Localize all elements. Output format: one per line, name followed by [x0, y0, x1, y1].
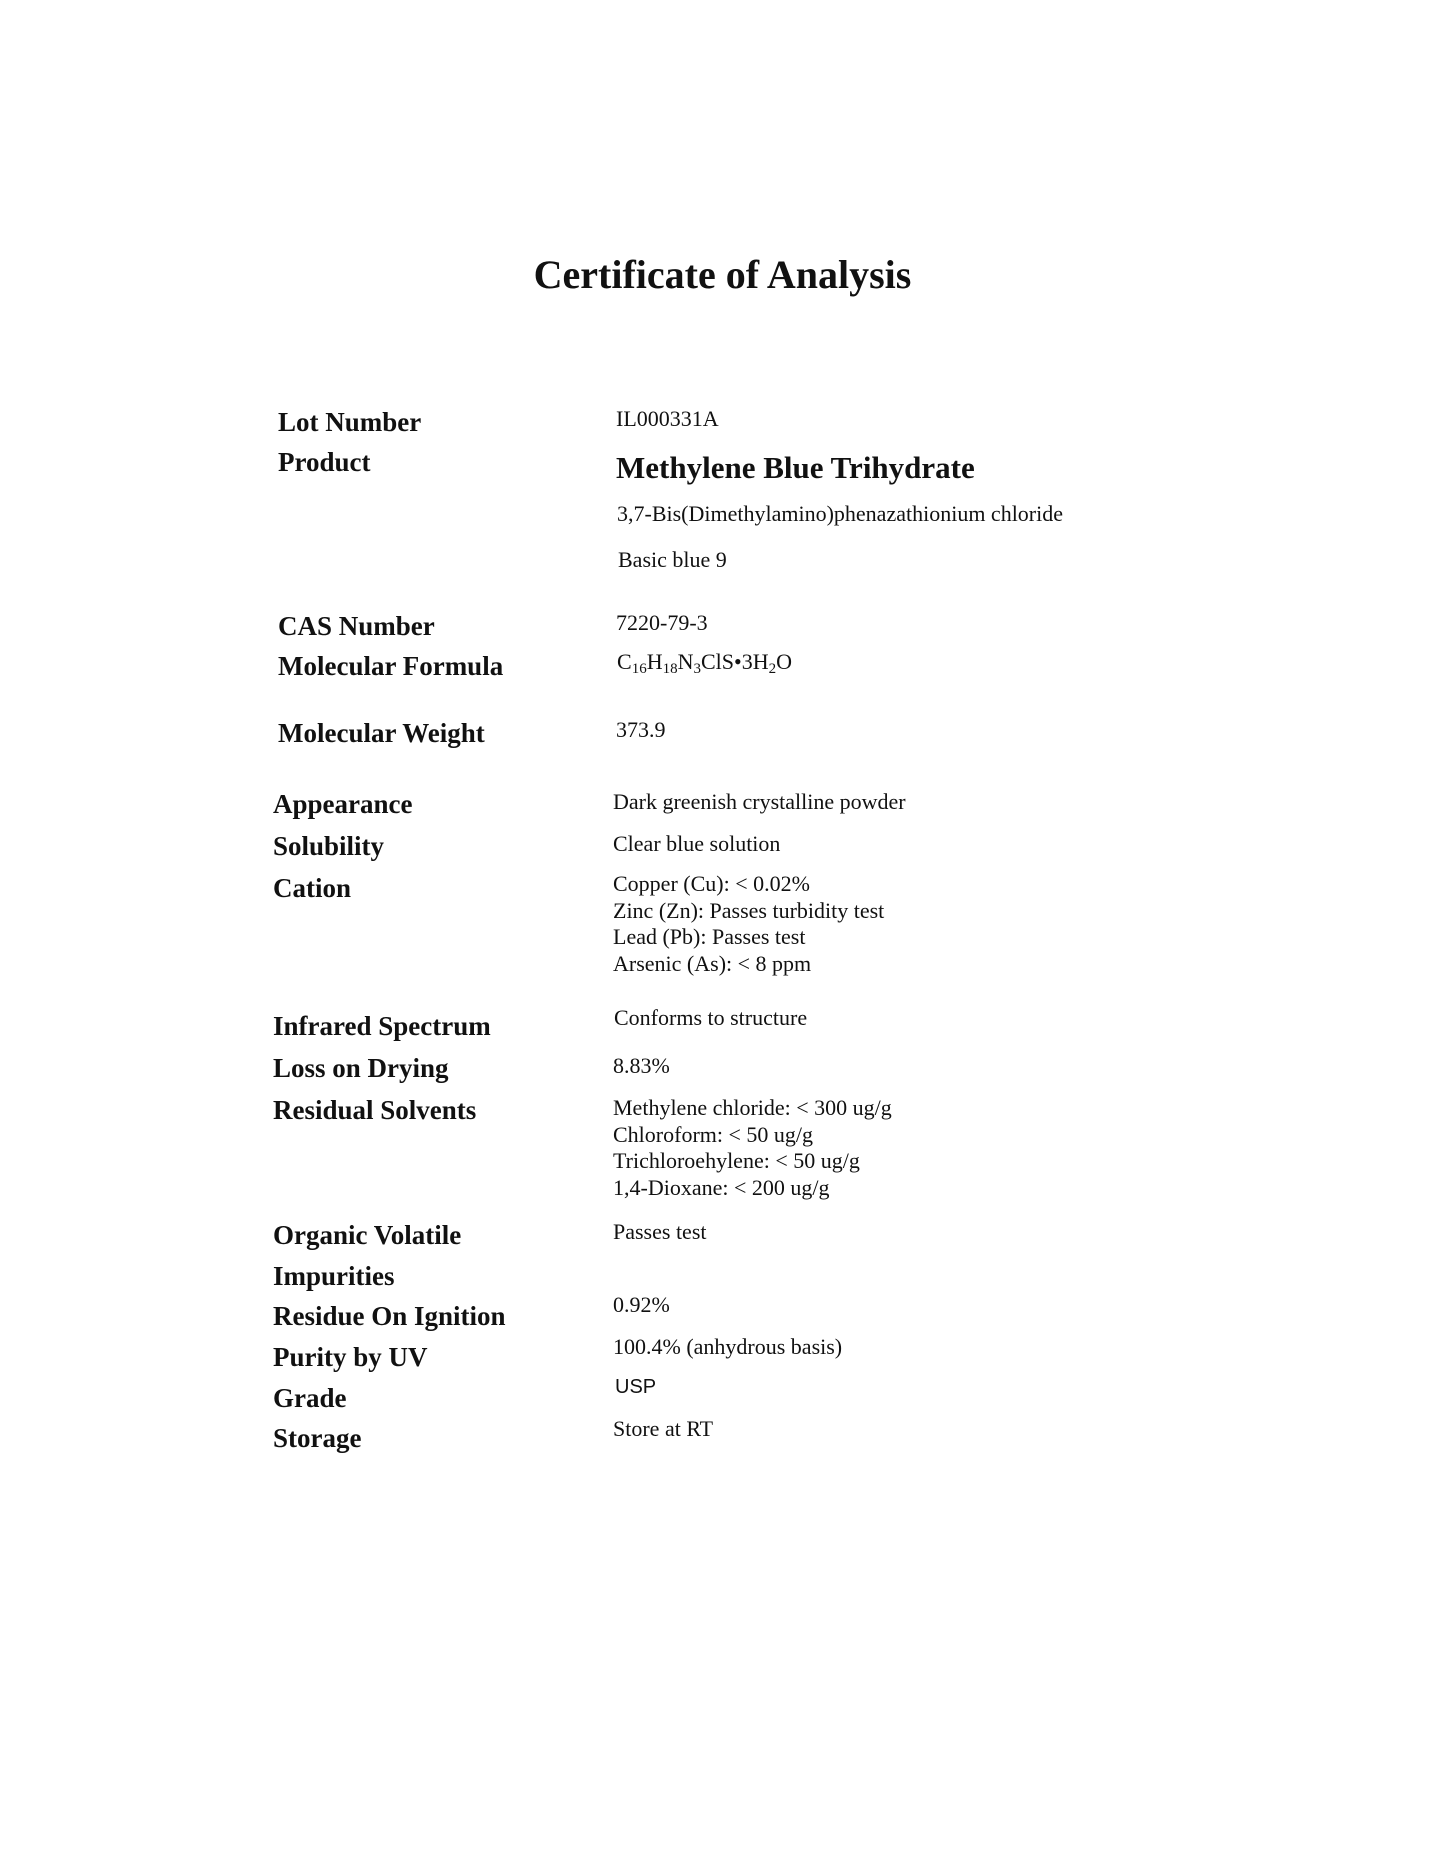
cation-lead: Lead (Pb): Passes test	[613, 924, 806, 949]
appearance-label: Appearance	[273, 789, 413, 819]
organic-volatile-impurities-value: Passes test	[613, 1219, 707, 1244]
loss-on-drying-value: 8.83%	[613, 1053, 670, 1078]
infrared-spectrum-value: Conforms to structure	[614, 1005, 808, 1030]
lot-number-value: IL000331A	[616, 406, 719, 431]
purity-by-uv-value: 100.4% (anhydrous basis)	[613, 1334, 843, 1359]
cas-number-value: 7220-79-3	[616, 610, 708, 635]
purity-by-uv-label: Purity by UV	[273, 1342, 428, 1372]
product-label: Product	[278, 447, 371, 477]
molecular-weight-label: Molecular Weight	[278, 718, 485, 748]
residual-solvents-label: Residual Solvents	[273, 1095, 477, 1125]
lot-number-label: Lot Number	[278, 407, 422, 437]
product-name: Methylene Blue Trihydrate	[616, 450, 975, 485]
product-synonym-chemical: 3,7-Bis(Dimethylamino)phenazathionium chloride	[617, 501, 1064, 526]
cation-arsenic: Arsenic (As): < 8 ppm	[613, 950, 812, 976]
cation-zinc: Zinc (Zn): Passes turbidity test	[613, 897, 885, 923]
solubility-value: Clear blue solution	[613, 831, 781, 856]
loss-on-drying-label: Loss on Drying	[273, 1053, 449, 1083]
residue-on-ignition-value: 0.92%	[613, 1292, 670, 1317]
molecular-formula-value: $C_{16}H_{18}N_3ClS•3H_2O$	[617, 649, 792, 677]
solvent-dioxane: 1,4-Dioxane: < 200 ug/g	[613, 1174, 830, 1200]
appearance-value: Dark greenish crystalline powder	[613, 789, 906, 814]
cation-values	[613, 871, 884, 977]
grade-value: USP	[615, 1376, 657, 1398]
residue-on-ignition-label: Residue On Ignition	[273, 1301, 506, 1331]
cation-copper: Copper (Cu): < 0.02%	[613, 871, 810, 896]
storage-label: Storage	[273, 1423, 362, 1453]
organic-volatile-impurities-label-line2: Impurities	[273, 1261, 395, 1291]
solvent-methylene-chloride: Methylene chloride: < 300 ug/g	[613, 1095, 892, 1120]
storage-value: Store at RT	[613, 1416, 714, 1441]
product-synonym-common: Basic blue 9	[618, 547, 727, 572]
grade-label: Grade	[273, 1383, 347, 1413]
residual-solvents-values	[613, 1095, 892, 1201]
document-title: Certificate of Analysis	[533, 252, 912, 297]
molecular-formula-label: Molecular Formula	[278, 651, 504, 681]
solubility-label: Solubility	[273, 831, 385, 861]
molecular-weight-value: 373.9	[616, 717, 666, 742]
cas-number-label: CAS Number	[278, 611, 435, 641]
cation-label: Cation	[273, 873, 352, 903]
organic-volatile-impurities-label-line1: Organic Volatile	[273, 1220, 462, 1250]
solvent-trichloroethylene: Trichloroehylene: < 50 ug/g	[613, 1148, 860, 1173]
infrared-spectrum-label: Infrared Spectrum	[273, 1011, 491, 1041]
solvent-chloroform: Chloroform: < 50 ug/g	[613, 1121, 814, 1147]
